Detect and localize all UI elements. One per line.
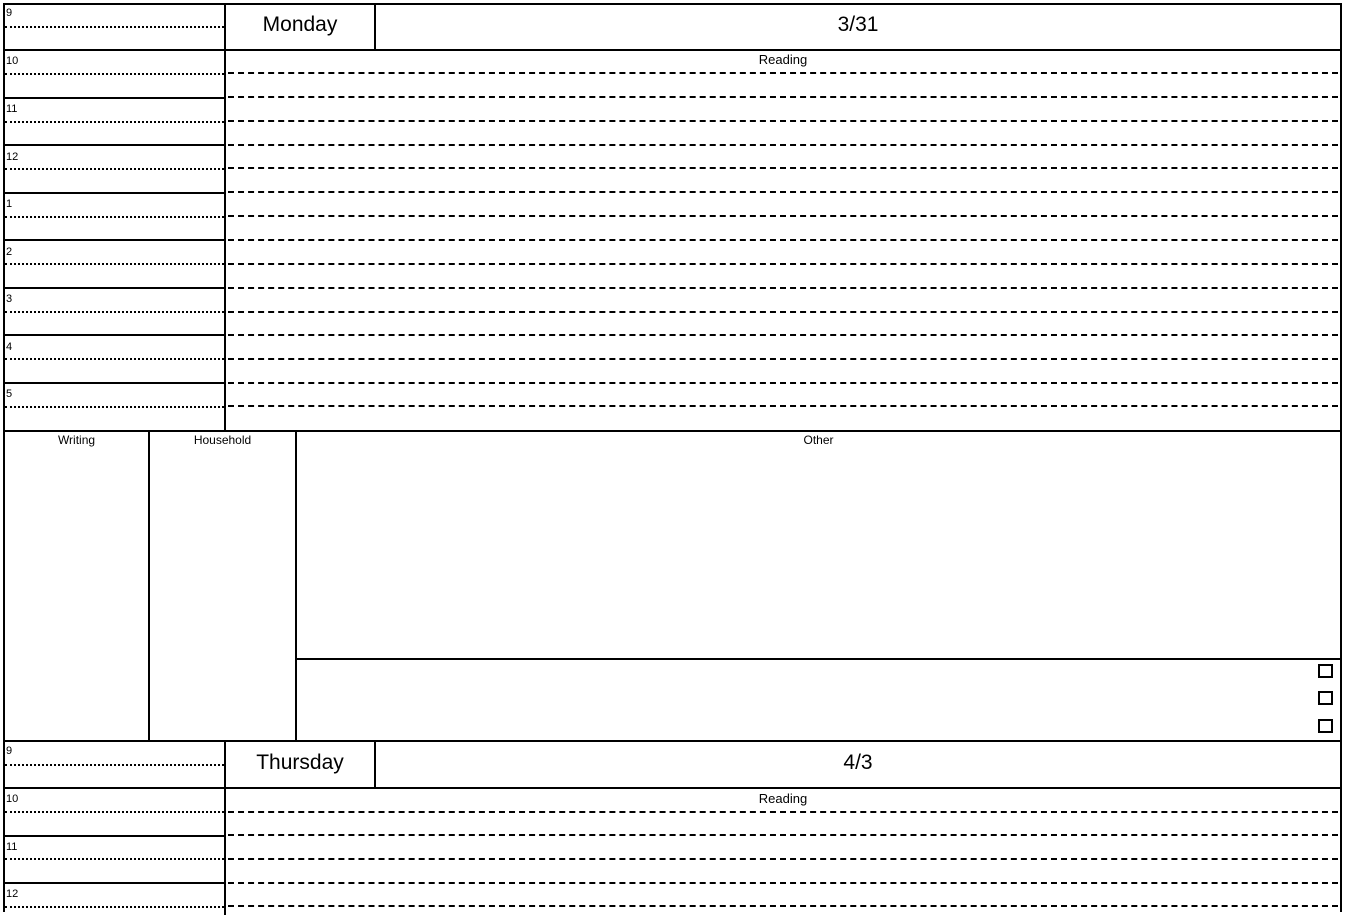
reading-line xyxy=(228,120,1338,122)
monday-reading-label: Reading xyxy=(758,52,808,67)
household-other-divider xyxy=(295,430,297,741)
reading-line xyxy=(228,382,1338,384)
reading-line xyxy=(228,167,1338,169)
thursday-hour-label: 10 xyxy=(6,793,19,805)
reading-line xyxy=(228,144,1338,146)
hour-line xyxy=(3,382,225,384)
thursday-header-divider xyxy=(3,787,1342,789)
half-hour-line xyxy=(5,811,224,813)
monday-day-name: Monday xyxy=(262,13,338,36)
reading-line xyxy=(228,358,1338,360)
hour-line xyxy=(3,192,225,194)
hour-line xyxy=(3,97,225,99)
todo-checkbox[interactable] xyxy=(1318,664,1333,678)
reading-line xyxy=(228,882,1338,884)
reading-line xyxy=(228,191,1338,193)
reading-line xyxy=(228,811,1338,813)
todo-checkbox[interactable] xyxy=(1318,691,1333,705)
half-hour-line xyxy=(5,311,224,313)
half-hour-line xyxy=(5,906,224,908)
reading-line xyxy=(228,834,1338,836)
reading-line xyxy=(228,96,1338,98)
half-hour-line xyxy=(5,764,224,766)
half-hour-line xyxy=(5,406,224,408)
hour-line xyxy=(3,835,225,837)
writing-label: Writing xyxy=(57,433,96,447)
thursday-reading-label: Reading xyxy=(758,791,808,806)
monday-hour-label: 11 xyxy=(6,103,18,115)
monday-hour-label: 2 xyxy=(6,246,13,258)
monday-hours-column-divider xyxy=(224,3,226,432)
reading-line xyxy=(228,311,1338,313)
monday-header-divider xyxy=(3,49,1342,51)
half-hour-line xyxy=(5,26,224,28)
other-divider xyxy=(295,658,1341,660)
monday-hour-label: 1 xyxy=(6,198,13,210)
reading-line xyxy=(228,215,1338,217)
reading-line xyxy=(228,405,1338,407)
monday-date: 3/31 xyxy=(837,13,879,36)
hour-line xyxy=(3,334,225,336)
half-hour-line xyxy=(5,358,224,360)
monday-hour-label: 5 xyxy=(6,388,13,400)
half-hour-line xyxy=(5,858,224,860)
todo-checkbox[interactable] xyxy=(1318,719,1333,733)
reading-line xyxy=(228,263,1338,265)
reading-line xyxy=(228,239,1338,241)
other-label: Other xyxy=(803,433,834,447)
half-hour-line xyxy=(5,216,224,218)
thursday-hour-label: 12 xyxy=(6,888,19,900)
hour-line xyxy=(3,287,225,289)
writing-household-divider xyxy=(148,430,150,741)
thursday-hour-label: 9 xyxy=(6,745,13,757)
monday-hour-label: 4 xyxy=(6,341,13,353)
monday-hour-label: 12 xyxy=(6,151,19,163)
thursday-date: 4/3 xyxy=(843,751,873,774)
half-hour-line xyxy=(5,121,224,123)
monday-hour-label: 9 xyxy=(6,7,13,19)
reading-line xyxy=(228,72,1338,74)
notes-block xyxy=(3,430,1342,742)
thursday-hour-label: 11 xyxy=(6,841,18,853)
half-hour-line xyxy=(5,263,224,265)
reading-line xyxy=(228,858,1338,860)
monday-hour-label: 3 xyxy=(6,293,13,305)
thursday-day-name: Thursday xyxy=(256,751,344,774)
reading-line xyxy=(228,334,1338,336)
reading-line xyxy=(228,905,1338,907)
hour-line xyxy=(3,882,225,884)
half-hour-line xyxy=(5,168,224,170)
hour-line xyxy=(3,144,225,146)
half-hour-line xyxy=(5,73,224,75)
reading-line xyxy=(228,287,1338,289)
monday-hour-label: 10 xyxy=(6,55,19,67)
household-label: Household xyxy=(193,433,252,447)
hour-line xyxy=(3,239,225,241)
